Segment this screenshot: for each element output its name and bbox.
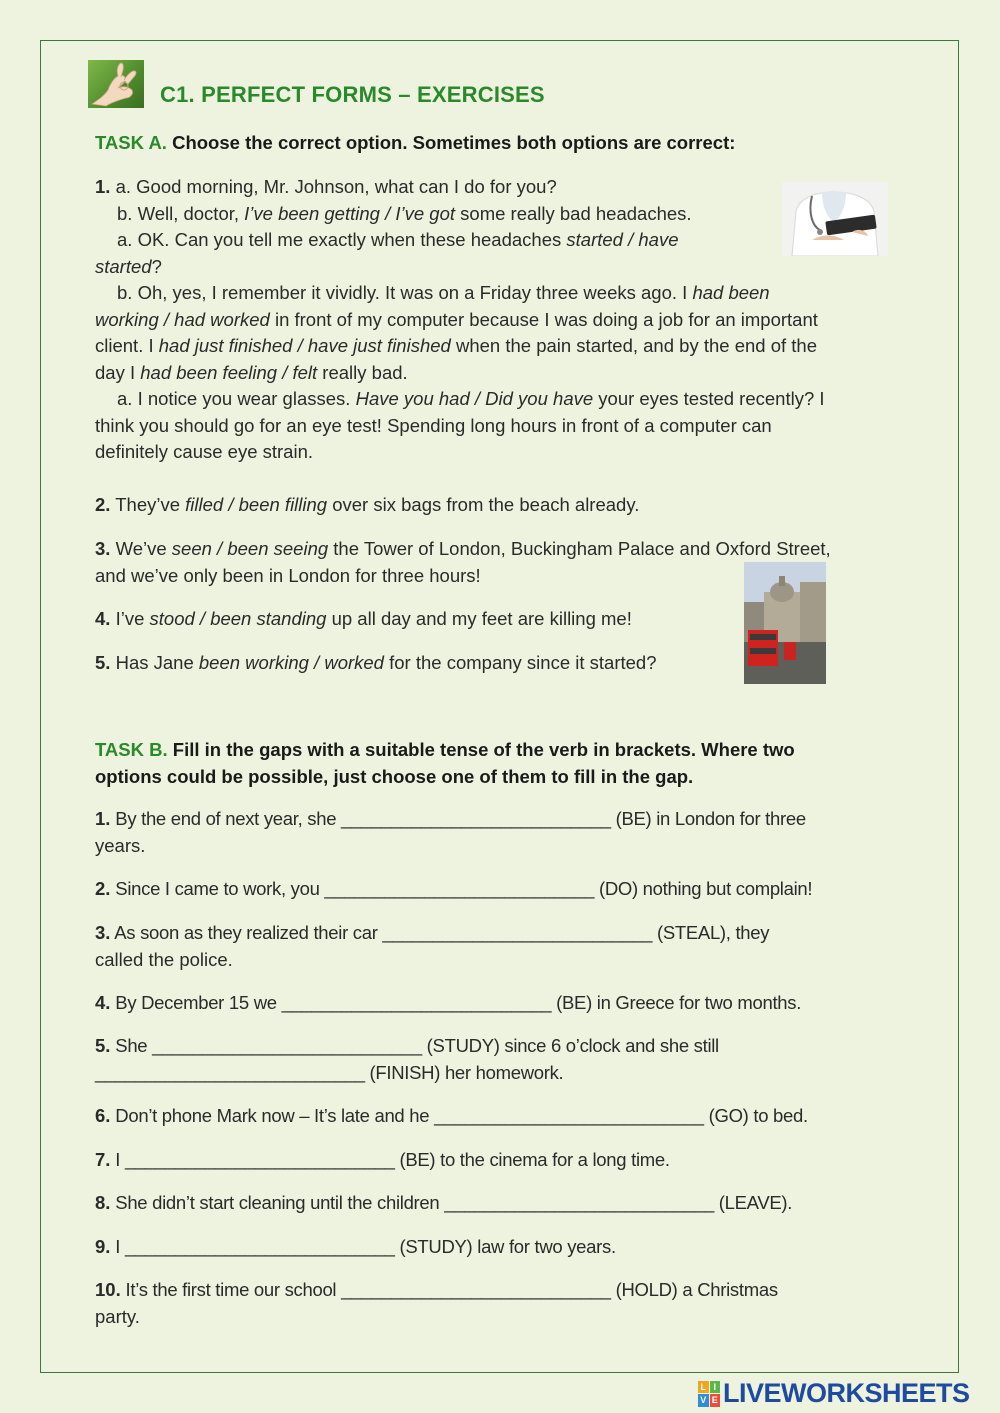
question-number: 6.	[95, 1105, 111, 1126]
option-choice[interactable]: had just finished / have just finished	[158, 335, 451, 356]
line: in front of my computer because I was doing a job for an important	[269, 308, 818, 330]
line: Has Jane	[110, 652, 199, 673]
question-number: 3.	[95, 922, 111, 943]
line: called the police.	[95, 948, 233, 970]
gap-sentence[interactable]: It’s the first time our school ___________________________ (HOLD) a Christmas	[120, 1279, 778, 1300]
task-b-item-9	[95, 1234, 616, 1261]
line: and we’ve only been in London for three hours!	[95, 564, 481, 586]
gap-sentence[interactable]: By December 15 we ___________________________ (BE) in Greece for two months.	[110, 992, 802, 1013]
option-choice[interactable]: seen / been seeing	[171, 538, 329, 559]
line: They’ve	[110, 494, 186, 515]
logo-letter: V	[698, 1394, 709, 1407]
question-number: 5.	[95, 1035, 111, 1056]
task-b-item-5	[95, 1033, 719, 1086]
line: some really bad headaches.	[455, 202, 692, 224]
question-number: 10.	[95, 1279, 121, 1300]
line: years.	[95, 834, 146, 856]
option-choice[interactable]: started / have	[566, 229, 679, 250]
line: b. Well, doctor,	[117, 202, 245, 224]
option-choice-cont[interactable]: working / had worked	[95, 308, 270, 330]
task-b-item-1	[95, 806, 806, 859]
line: a. OK. Can you tell me exactly when these headaches	[117, 229, 567, 250]
question-number: 5.	[95, 652, 111, 673]
line: We’ve	[110, 538, 172, 559]
task-a-question-4	[95, 606, 632, 633]
task-a-question-1	[95, 174, 895, 466]
option-choice[interactable]: filled / been filling	[185, 494, 328, 515]
line: when the pain started, and by the end of the	[450, 335, 817, 356]
title-row	[88, 60, 545, 108]
ok-hand-icon	[88, 60, 144, 108]
option-choice[interactable]: stood / been standing	[149, 608, 327, 629]
task-a-instruction: Choose the correct option. Sometimes both options are correct:	[172, 132, 736, 153]
question-number: 1.	[95, 176, 111, 197]
question-number: 9.	[95, 1236, 111, 1257]
option-choice[interactable]: had been	[692, 282, 770, 303]
option-choice-cont[interactable]: started	[95, 255, 152, 277]
task-b-instruction-cont: options could be possible, just choose one of them to fill in the gap.	[95, 765, 694, 787]
question-number: 3.	[95, 538, 111, 559]
gap-sentence[interactable]: I ___________________________ (BE) to the cinema for a long time.	[110, 1149, 670, 1170]
gap-sentence[interactable]: I ___________________________ (STUDY) law for two years.	[110, 1236, 616, 1257]
liveworksheets-brand[interactable]	[698, 1378, 970, 1409]
task-b-item-3	[95, 920, 769, 973]
gap-sentence[interactable]: Since I came to work, you ___________________________ (DO) nothing but complain!	[110, 878, 813, 899]
question-number: 7.	[95, 1149, 111, 1170]
line: day I	[95, 361, 141, 383]
question-number: 4.	[95, 992, 111, 1013]
gap-sentence[interactable]: As soon as they realized their car ___________________________ (STEAL), they	[110, 922, 770, 943]
line: your eyes tested recently? I	[593, 388, 825, 409]
task-a-label: TASK A.	[95, 132, 167, 153]
liveworksheets-logo-icon	[698, 1381, 720, 1407]
task-b-item-2	[95, 876, 812, 903]
question-number: 2.	[95, 878, 111, 899]
logo-letter: E	[710, 1394, 721, 1407]
gap-sentence[interactable]: Don’t phone Mark now – It’s late and he ___________________________ (GO) to bed.	[110, 1105, 808, 1126]
question-number: 1.	[95, 808, 111, 829]
task-b-item-10	[95, 1277, 778, 1330]
logo-letter: I	[710, 1381, 721, 1394]
task-b-item-4	[95, 990, 801, 1017]
line: definitely cause eye strain.	[95, 441, 314, 462]
task-a-heading	[95, 130, 735, 157]
task-b-item-8	[95, 1190, 792, 1217]
logo-letter: L	[698, 1381, 709, 1394]
gap-sentence[interactable]: By the end of next year, she ___________________________ (BE) in London for three	[110, 808, 806, 829]
task-b-item-7	[95, 1147, 670, 1174]
gap-sentence-cont[interactable]: ___________________________ (FINISH) her homework.	[95, 1061, 564, 1083]
page-title: C1. PERFECT FORMS – EXERCISES	[160, 82, 545, 107]
gap-sentence[interactable]: She didn’t start cleaning until the children ___________________________ (LEAVE).	[110, 1192, 793, 1213]
task-a-question-5	[95, 650, 656, 677]
option-choice[interactable]: Have you had / Did you have	[355, 388, 594, 409]
brand-name: LIVEWORKSHEETS	[723, 1378, 970, 1408]
gap-sentence[interactable]: She ___________________________ (STUDY) since 6 o’clock and she still	[110, 1035, 719, 1056]
task-b-label: TASK B.	[95, 739, 168, 760]
line: a. Good morning, Mr. Johnson, what can I do for you?	[115, 176, 557, 197]
option-choice[interactable]: had been feeling / felt	[140, 361, 318, 383]
line: client. I	[95, 335, 159, 356]
line: I’ve	[110, 608, 150, 629]
london-street-image	[744, 562, 826, 684]
task-a-question-2	[95, 492, 639, 519]
line: b. Oh, yes, I remember it vividly. It was on a Friday three weeks ago. I	[117, 282, 693, 303]
line: for the company since it started?	[383, 652, 657, 673]
question-number: 2.	[95, 494, 111, 515]
line: really bad.	[317, 361, 408, 383]
option-choice[interactable]: been working / worked	[198, 652, 384, 673]
question-number: 8.	[95, 1192, 111, 1213]
line: ?	[151, 255, 162, 277]
line: party.	[95, 1305, 140, 1327]
line: the Tower of London, Buckingham Palace and Oxford Street,	[328, 538, 831, 559]
task-b-heading	[95, 737, 795, 790]
task-b-item-6	[95, 1103, 808, 1130]
line: up all day and my feet are killing me!	[326, 608, 632, 629]
task-b-instruction: Fill in the gaps with a suitable tense of the verb in brackets. Where two	[172, 739, 795, 760]
line: a. I notice you wear glasses.	[117, 388, 356, 409]
line: over six bags from the beach already.	[327, 494, 640, 515]
option-choice[interactable]: I’ve been getting / I’ve got	[244, 202, 456, 224]
question-number: 4.	[95, 608, 111, 629]
line: think you should go for an eye test! Spending long hours in front of a computer can	[95, 414, 772, 436]
